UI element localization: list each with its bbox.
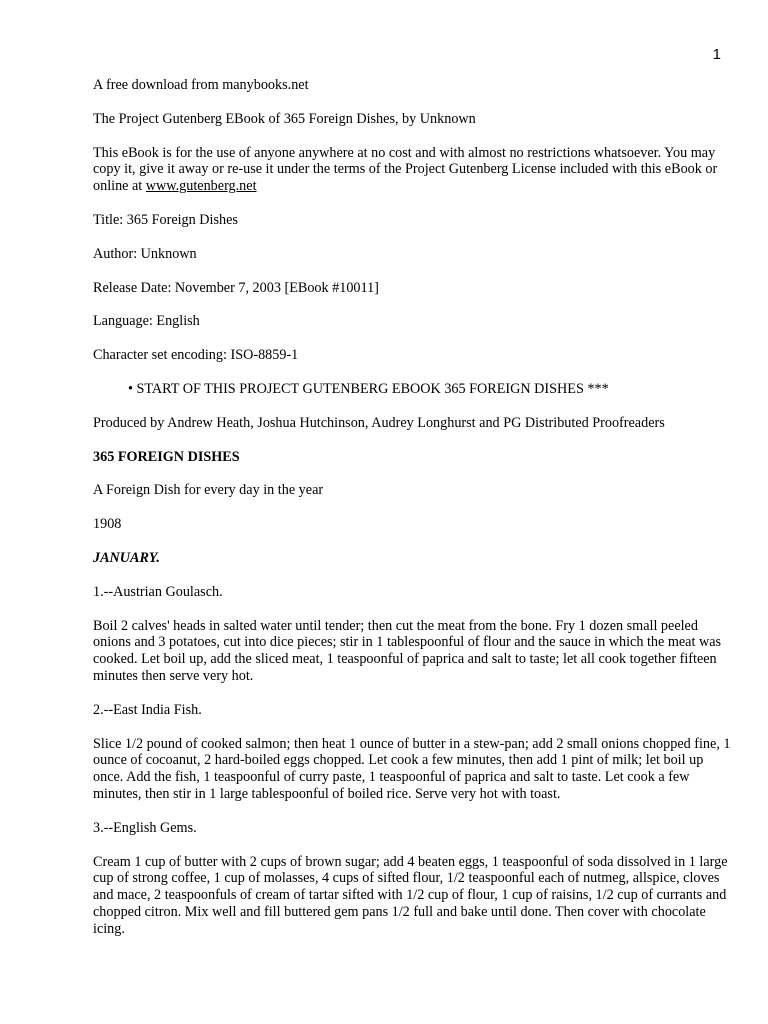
encoding-line: Character set encoding: ISO-8859-1 [93, 347, 299, 364]
ebook-title-line: The Project Gutenberg EBook of 365 Foreign Dishes, by Unknown [93, 110, 476, 127]
gutenberg-link[interactable]: www.gutenberg.net [145, 178, 257, 195]
book-subtitle: A Foreign Dish for every day in the year [93, 482, 324, 499]
recipe-title: 1.--Austrian Goulasch. [93, 583, 223, 600]
recipe-title: 3.--English Gems. [93, 819, 197, 836]
language-line: Language: English [93, 313, 200, 330]
recipe-body: Cream 1 cup of butter with 2 cups of brown sugar; add 4 beaten eggs, 1 teaspoonful of soda dissolved in 1 large cup of strong coffee, 1 cup of molasses, 4 cups of sifted flour, 1/2 teaspoonful each of nutmeg, allspice, cloves and mace, 2 teaspoonfuls of cream of tartar sifted with 1/2 cup of flour, 1 cup of raisins, 1/2 cup of currants and chopped citron. Mix well and fill buttered gem pans 1/2 full and bake until done. Then cover with chocolate icing. [93, 853, 728, 937]
author-line: Author: Unknown [93, 245, 197, 262]
recipe-body: Boil 2 calves' heads in salted water until tender; then cut the meat from the bone. Fry 1 dozen small peeled onions and 3 potatoes, cut into dice pieces; stir in 1 tablespoonful of flour and the sauce in which the meat was cooked. Let boil up, add the sliced meat, 1 teaspoonful of paprica and salt to taste; let all cook together fifteen minutes then serve very hot. [93, 617, 722, 684]
produced-by-line: Produced by Andrew Heath, Joshua Hutchinson, Audrey Longhurst and PG Distributed Proofreaders [93, 414, 665, 431]
month-heading: JANUARY. [93, 549, 160, 566]
document-body [93, 77, 733, 955]
release-date-line: Release Date: November 7, 2003 [EBook #10011] [93, 279, 379, 296]
license-paragraph [93, 145, 733, 195]
book-heading: 365 FOREIGN DISHES [93, 448, 240, 465]
recipe-body: Slice 1/2 pound of cooked salmon; then heat 1 ounce of butter in a stew-pan; add 2 small onions chopped fine, 1 ounce of cocoanut, 2 hard-boiled eggs chopped. Let cook a few minutes, then add 1 pint of milk; let boil up once. Add the fish, 1 teaspoonful of curry paste, 1 teaspoonful of paprica and salt to taste. Let cook a few minutes, then stir in 1 large tablespoonful of boiled rice. Serve very hot with toast. [93, 735, 731, 802]
title-line: Title: 365 Foreign Dishes [93, 211, 238, 228]
download-note: A free download from manybooks.net [93, 77, 309, 93]
start-marker: • START OF THIS PROJECT GUTENBERG EBOOK 365 FOREIGN DISHES *** [128, 380, 609, 397]
recipe-title: 2.--East India Fish. [93, 701, 202, 718]
license-text: This eBook is for the use of anyone anywhere at no cost and with almost no restrictions whatsoever. You may copy it, give it away or re-use it under the terms of the Project Gutenberg License included with this eBook or online at [93, 144, 718, 195]
book-year: 1908 [93, 516, 122, 533]
page-number: 1 [712, 46, 721, 63]
